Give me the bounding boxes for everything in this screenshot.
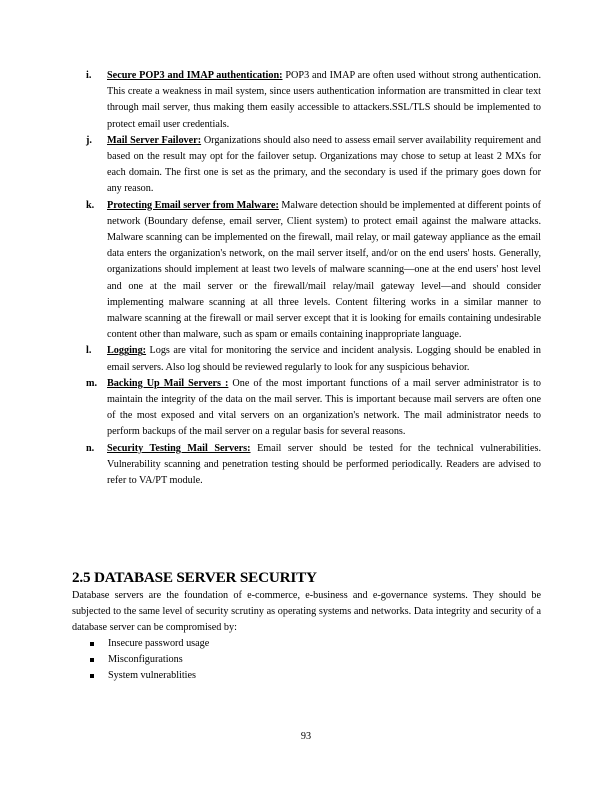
item-term: Backing Up Mail Servers : [107,377,229,389]
bullet-text: Insecure password usage [108,638,210,649]
list-item [86,68,541,133]
section-paragraph: Database servers are the foundation of e-commerce, e-business and e-governance systems. They should be subjected to the same level of security scrutiny as operating systems and networks. Data integrity and security of a database server can be compromised by: [72,590,541,634]
item-marker: j. [86,134,92,146]
item-marker: l. [86,345,92,357]
bullet-square-icon [90,642,94,646]
bullet-text: System vulnerablities [108,670,196,682]
item-marker: n. [86,442,95,454]
section-heading: 2.5 DATABASE SERVER SECURITY [72,569,317,586]
bullet-item [90,636,390,652]
bullet-item [90,652,390,668]
bullet-item [90,668,390,684]
item-term: Mail Server Failover: [107,134,202,146]
item-text: Malware detection should be implemented at different points of network (Boundary defense, email server, Client system) to protect email against the malware attacks. Malware scanning can be implemented on the firewall, mail relay, or mail gateway appliance as the email data enters the organization's network, on the mail server itself, and/or on the end users' hosts. Generally, organizations should implement at least two levels of malware scanning—one at the end users' host level and one at the mail server or the firewall/mail relay/mail gateway level—and should consider implementing malware scanning at all three levels. Content filtering works in a similar manner to malware scanning at the firewall or mail server except that it is looking for emails containing undesirable content other than malware, such as spam or emails containing inappropriate language. [107,199,541,341]
item-marker: m. [86,377,98,389]
item-term: Logging: [107,345,147,357]
item-term: Security Testing Mail Servers: [107,442,251,454]
list-item [86,343,541,375]
item-text: Logs are vital for monitoring the service and incident analysis. Logging should be enabled in email servers. Also log should be reviewed regularly to look for any suspicious behavior. [107,345,541,373]
bullet-list [90,636,390,685]
item-marker: k. [86,199,95,211]
list-item [86,441,541,490]
bullet-text: Misconfigurations [108,654,183,666]
item-text: One of the most important functions of a mail server administrator is to maintain the integrity of the data on the mail server. This is important because mail servers are often one of the most exposed and vital servers on an organization's network. The mail administrator needs to perform backups of the mail server on a regular basis for several reasons. [107,377,541,438]
item-term: Protecting Email server from Malware: [107,199,279,211]
list-item [86,198,541,344]
item-text: POP3 and IMAP are often used without strong authentication. This create a weakness in mail system, since users authentication information are transmitted in clear text through mail server, thus making them easily accessible to attackers.SSL/TLS should be implemented to protect email user credentials. [107,70,541,130]
item-marker: i. [86,70,92,81]
list-item [86,376,541,441]
item-text: Organizations should also need to assess email server availability requirement and based on the result may opt for the failover setup. Organizations may chose to setup at least 2 MXs for each domain. The first one is set as the primary, and the secondary is used if the primary goes down for any reason. [107,134,541,195]
security-measures-list [86,68,541,489]
bullet-square-icon [90,658,94,662]
bullet-square-icon [90,674,94,678]
item-text: Email server should be tested for the technical vulnerabilities. Vulnerability scanning and penetration testing should be performed periodically. Readers are advised to refer to VA/PT module. [107,442,541,487]
item-term: Secure POP3 and IMAP authentication: [107,70,283,81]
list-item [86,133,541,198]
page-number: 93 [300,731,312,742]
